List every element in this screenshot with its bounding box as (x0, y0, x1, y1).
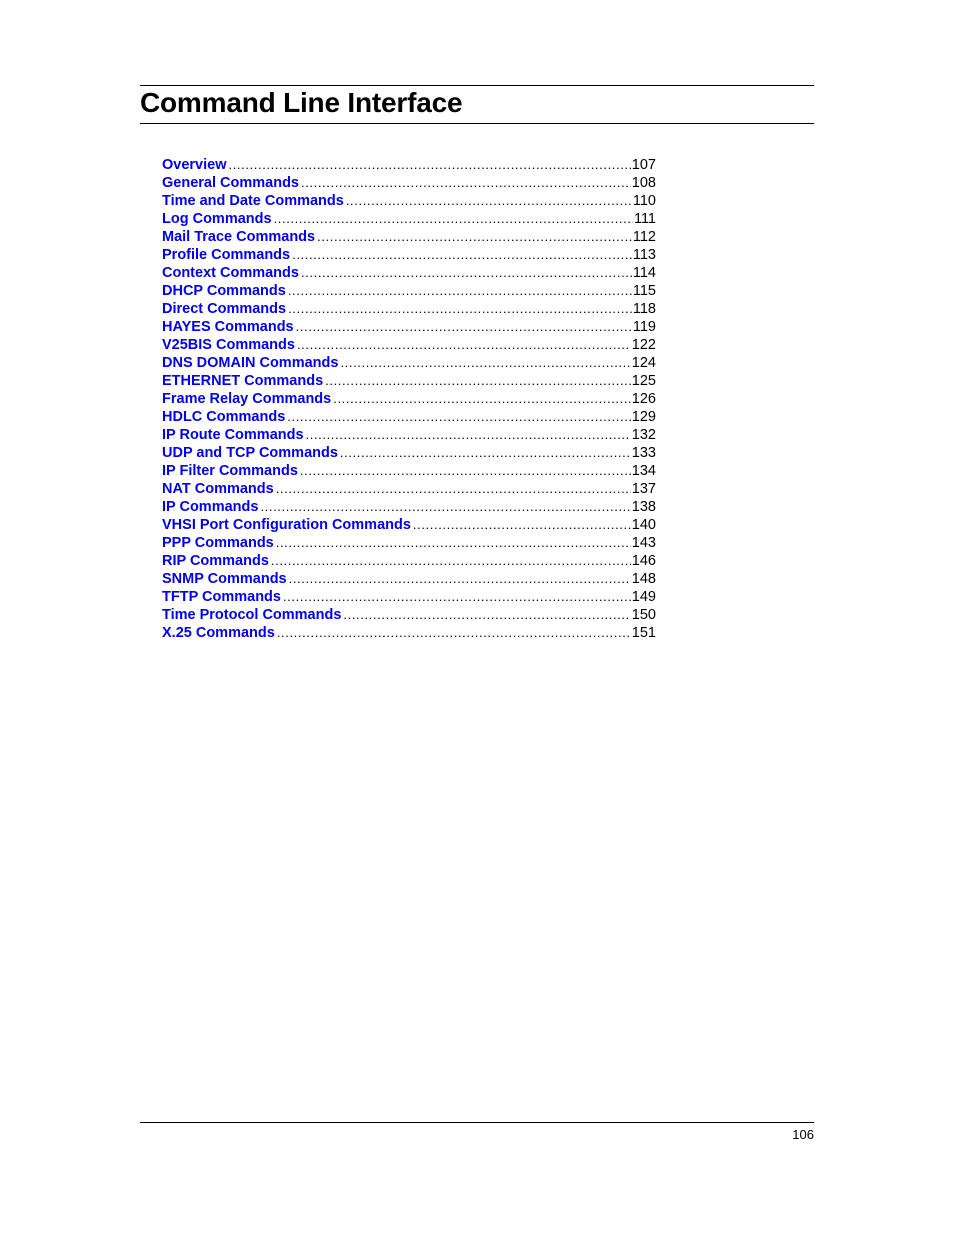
toc-dot-leader (287, 408, 631, 426)
toc-entry-link[interactable]: IP Commands (162, 499, 259, 515)
toc-entry[interactable] (162, 192, 656, 210)
toc-entry[interactable] (162, 372, 656, 390)
table-of-contents (162, 156, 656, 642)
toc-entry-page-number: 124 (631, 355, 656, 371)
toc-entry-link[interactable]: X.25 Commands (162, 625, 275, 641)
toc-entry-page-number: 125 (631, 373, 656, 389)
toc-entry-page-number: 150 (631, 607, 656, 623)
toc-entry[interactable] (162, 408, 656, 426)
toc-entry-page-number: 108 (631, 175, 656, 191)
toc-entry-link[interactable]: HAYES Commands (162, 319, 294, 335)
toc-entry-page-number: 149 (631, 589, 656, 605)
toc-entry[interactable] (162, 300, 656, 318)
toc-dot-leader (343, 606, 630, 624)
toc-dot-leader (276, 480, 631, 498)
toc-entry-link[interactable]: Time and Date Commands (162, 193, 344, 209)
toc-dot-leader (301, 264, 632, 282)
toc-entry[interactable] (162, 264, 656, 282)
toc-entry[interactable] (162, 570, 656, 588)
toc-entry[interactable] (162, 534, 656, 552)
chapter-title: Command Line Interface (140, 87, 463, 118)
toc-entry-link[interactable]: V25BIS Commands (162, 337, 295, 353)
toc-dot-leader (333, 390, 631, 408)
toc-entry[interactable] (162, 552, 656, 570)
toc-entry[interactable] (162, 390, 656, 408)
page-number: 106 (792, 1127, 814, 1142)
toc-entry[interactable] (162, 318, 656, 336)
toc-entry[interactable] (162, 498, 656, 516)
toc-dot-leader (346, 192, 632, 210)
toc-entry-link[interactable]: DHCP Commands (162, 283, 286, 299)
toc-entry[interactable] (162, 174, 656, 192)
toc-entry[interactable] (162, 282, 656, 300)
toc-dot-leader (276, 534, 631, 552)
toc-dot-leader (325, 372, 631, 390)
toc-dot-leader (340, 354, 630, 372)
toc-dot-leader (296, 318, 632, 336)
toc-dot-leader (292, 246, 632, 264)
toc-dot-leader (317, 228, 632, 246)
toc-entry[interactable] (162, 516, 656, 534)
toc-entry-page-number: 140 (631, 517, 656, 533)
toc-dot-leader (229, 156, 631, 174)
toc-dot-leader (340, 444, 631, 462)
toc-entry-page-number: 143 (631, 535, 656, 551)
toc-entry-link[interactable]: RIP Commands (162, 553, 269, 569)
toc-entry-link[interactable]: NAT Commands (162, 481, 274, 497)
toc-entry-page-number: 129 (631, 409, 656, 425)
toc-entry[interactable] (162, 426, 656, 444)
toc-entry-link[interactable]: IP Filter Commands (162, 463, 298, 479)
toc-dot-leader (413, 516, 631, 534)
toc-dot-leader (300, 462, 631, 480)
toc-entry-page-number: 114 (632, 265, 656, 281)
toc-dot-leader (297, 336, 631, 354)
toc-dot-leader (271, 552, 631, 570)
toc-entry[interactable] (162, 336, 656, 354)
toc-entry-page-number: 151 (631, 625, 656, 641)
toc-entry-link[interactable]: Frame Relay Commands (162, 391, 332, 407)
toc-entry-link[interactable]: DNS DOMAIN Commands (162, 355, 339, 371)
toc-entry[interactable] (162, 462, 656, 480)
toc-entry-link[interactable]: Time Protocol Commands (162, 607, 342, 623)
toc-entry-page-number: 126 (631, 391, 656, 407)
toc-entry-link[interactable]: HDLC Commands (162, 409, 286, 425)
toc-dot-leader (283, 588, 631, 606)
toc-entry[interactable] (162, 444, 656, 462)
toc-entry-link[interactable]: PPP Commands (162, 535, 274, 551)
toc-entry[interactable] (162, 354, 656, 372)
toc-entry-link[interactable]: Context Commands (162, 265, 299, 281)
toc-entry-page-number: 107 (631, 157, 656, 173)
toc-entry-link[interactable]: Mail Trace Commands (162, 229, 316, 245)
toc-dot-leader (288, 282, 632, 300)
toc-entry-page-number: 119 (632, 319, 656, 335)
toc-dot-leader (274, 210, 633, 228)
toc-dot-leader (289, 570, 631, 588)
toc-entry[interactable] (162, 624, 656, 642)
toc-dot-leader (288, 300, 632, 318)
toc-entry-page-number: 113 (632, 247, 656, 263)
toc-entry[interactable] (162, 246, 656, 264)
toc-entry-page-number: 133 (631, 445, 656, 461)
toc-entry-link[interactable]: Profile Commands (162, 247, 291, 263)
footer-rule (140, 1122, 814, 1123)
toc-entry-link[interactable]: Log Commands (162, 211, 272, 227)
toc-entry-page-number: 118 (632, 301, 656, 317)
toc-entry-link[interactable]: SNMP Commands (162, 571, 287, 587)
toc-entry-page-number: 111 (633, 211, 656, 227)
toc-dot-leader (306, 426, 631, 444)
toc-entry-link[interactable]: General Commands (162, 175, 299, 191)
toc-entry-link[interactable]: VHSI Port Configuration Commands (162, 517, 411, 533)
toc-entry[interactable] (162, 156, 656, 174)
toc-entry-link[interactable]: Direct Commands (162, 301, 287, 317)
toc-entry-link[interactable]: ETHERNET Commands (162, 373, 324, 389)
toc-entry[interactable] (162, 210, 656, 228)
toc-dot-leader (277, 624, 631, 642)
toc-entry-page-number: 132 (631, 427, 656, 443)
toc-dot-leader (301, 174, 631, 192)
toc-entry-page-number: 110 (632, 193, 656, 209)
header-bottom-rule (140, 123, 814, 124)
toc-entry[interactable] (162, 480, 656, 498)
toc-entry-link[interactable]: UDP and TCP Commands (162, 445, 338, 461)
toc-entry[interactable] (162, 228, 656, 246)
toc-entry-page-number: 148 (631, 571, 656, 587)
toc-entry-page-number: 134 (631, 463, 656, 479)
toc-entry[interactable] (162, 588, 656, 606)
toc-entry-link[interactable]: IP Route Commands (162, 427, 304, 443)
toc-entry-page-number: 112 (632, 229, 656, 245)
toc-entry-page-number: 137 (631, 481, 656, 497)
toc-dot-leader (260, 498, 630, 516)
toc-entry-page-number: 115 (632, 283, 656, 299)
toc-entry-link[interactable]: Overview (162, 157, 227, 173)
toc-entry-page-number: 138 (631, 499, 656, 515)
toc-entry[interactable] (162, 606, 656, 624)
toc-entry-page-number: 146 (631, 553, 656, 569)
toc-entry-link[interactable]: TFTP Commands (162, 589, 281, 605)
toc-entry-page-number: 122 (631, 337, 656, 353)
